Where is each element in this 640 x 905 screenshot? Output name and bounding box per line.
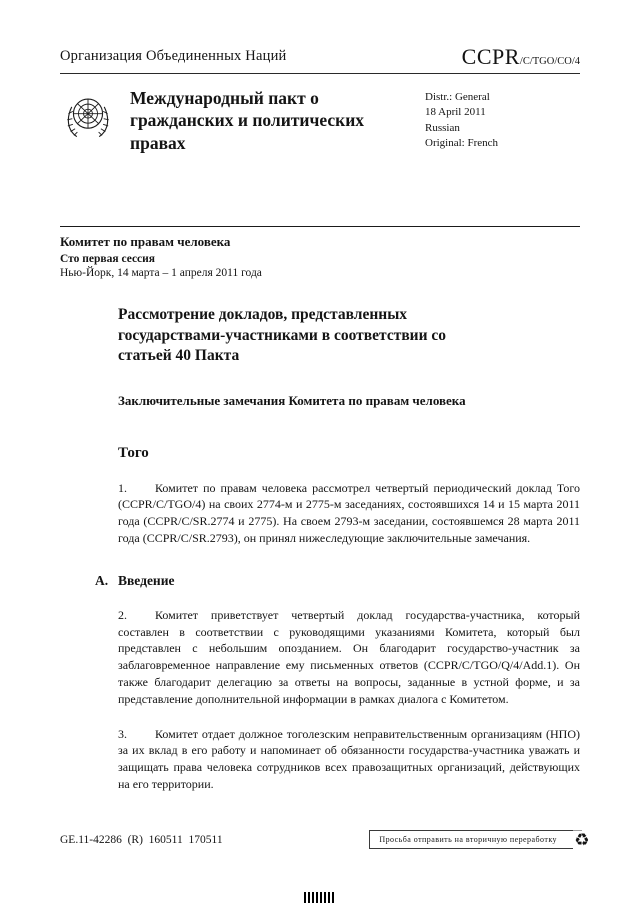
section-a-title: Введение: [118, 572, 175, 588]
document-body: [95, 305, 580, 793]
barcode: [304, 892, 336, 903]
page-footer: [60, 830, 590, 849]
section-rule: [60, 226, 580, 227]
date-line: 18 April 2011: [425, 106, 486, 119]
subtitle: Заключительные замечания Комитета по правам человека: [118, 392, 466, 408]
paragraph-2: [118, 607, 580, 708]
covenant-title: Международный пакт о гражданских и политических правах: [130, 88, 365, 153]
original-line: Original: French: [425, 137, 499, 150]
session-title: Сто первая сессия: [60, 253, 156, 266]
session-location-dates: Нью-Йорк, 14 марта – 1 апреля 2011 года: [60, 267, 262, 280]
recycle-icon: ♻: [574, 830, 590, 849]
document-symbol-prefix: CCPR: [461, 44, 520, 69]
paragraph-3-number: 3.: [118, 726, 127, 741]
language-line: Russian: [425, 121, 460, 134]
paragraph-2-number: 2.: [118, 607, 127, 622]
section-a-label: A.: [95, 572, 109, 588]
main-title: Рассмотрение докладов, представленных государствами-участниками в соответствии со статьей 40 Пакта: [118, 306, 447, 365]
paragraph-2-text: Комитет приветствует четвертый доклад государства-участника, который составлен в соответствии с руководящими указаниями Комитета, который был представлен с небольшим опозданием. Он благодарит государство-участник за заблаговременное направление ему письменных ответов (CCPR/C/TGO/Q/4/Add.1). Он также благодарит делегацию за ответы на вопросы, заданные в устной форме, и за представление дополнительной информации в рамках диалога с Комитетом.: [118, 607, 580, 706]
paragraph-1-text: Комитет по правам человека рассмотрел четвертый периодический доклад Того (CCPR/C/TGO/4) на своих 2774-м и 2775-м заседаниях, состоявшихся 14 и 15 марта 2011 года (CCPR/C/SR.2774 и 2775). На своем 2793-м заседании, состоявшемся 28 марта 2011 года (CCPR/C/SR.2793), он принял нижеследующие заключительные замечания.: [118, 480, 580, 545]
header-rule: [60, 73, 580, 74]
paragraph-3-text: Комитет отдает должное тоголезским неправительственным организациям (НПО) за их вклад в его работу и напоминает об обязанности государства-участника уважать и защищать права человека сотрудников всех правозащитных организаций, действующих на его территории.: [118, 726, 580, 791]
meta-block: [425, 87, 580, 154]
document-symbol-suffix: /C/TGO/CO/4: [519, 56, 580, 67]
masthead: [60, 44, 580, 72]
org-name: Организация Объединенных Наций: [60, 48, 287, 64]
paragraph-3: [118, 726, 580, 793]
committee-block: [60, 234, 580, 279]
un-emblem-icon: [60, 89, 116, 145]
recycle-notice-text: Просьба отправить на вторичную переработку: [379, 835, 557, 844]
ge-number: GE.11-42286 (R) 160511 170511: [60, 833, 223, 846]
paragraph-1-number: 1.: [118, 480, 127, 495]
section-a-heading: [95, 573, 580, 589]
paragraph-1: [118, 480, 580, 547]
committee-name: Комитет по правам человека: [60, 234, 231, 250]
document-symbol: [462, 44, 580, 72]
recycle-notice: [369, 830, 590, 849]
title-block: [60, 87, 580, 154]
country-title: Того: [118, 444, 149, 461]
distr-line: Distr.: General: [425, 91, 490, 103]
